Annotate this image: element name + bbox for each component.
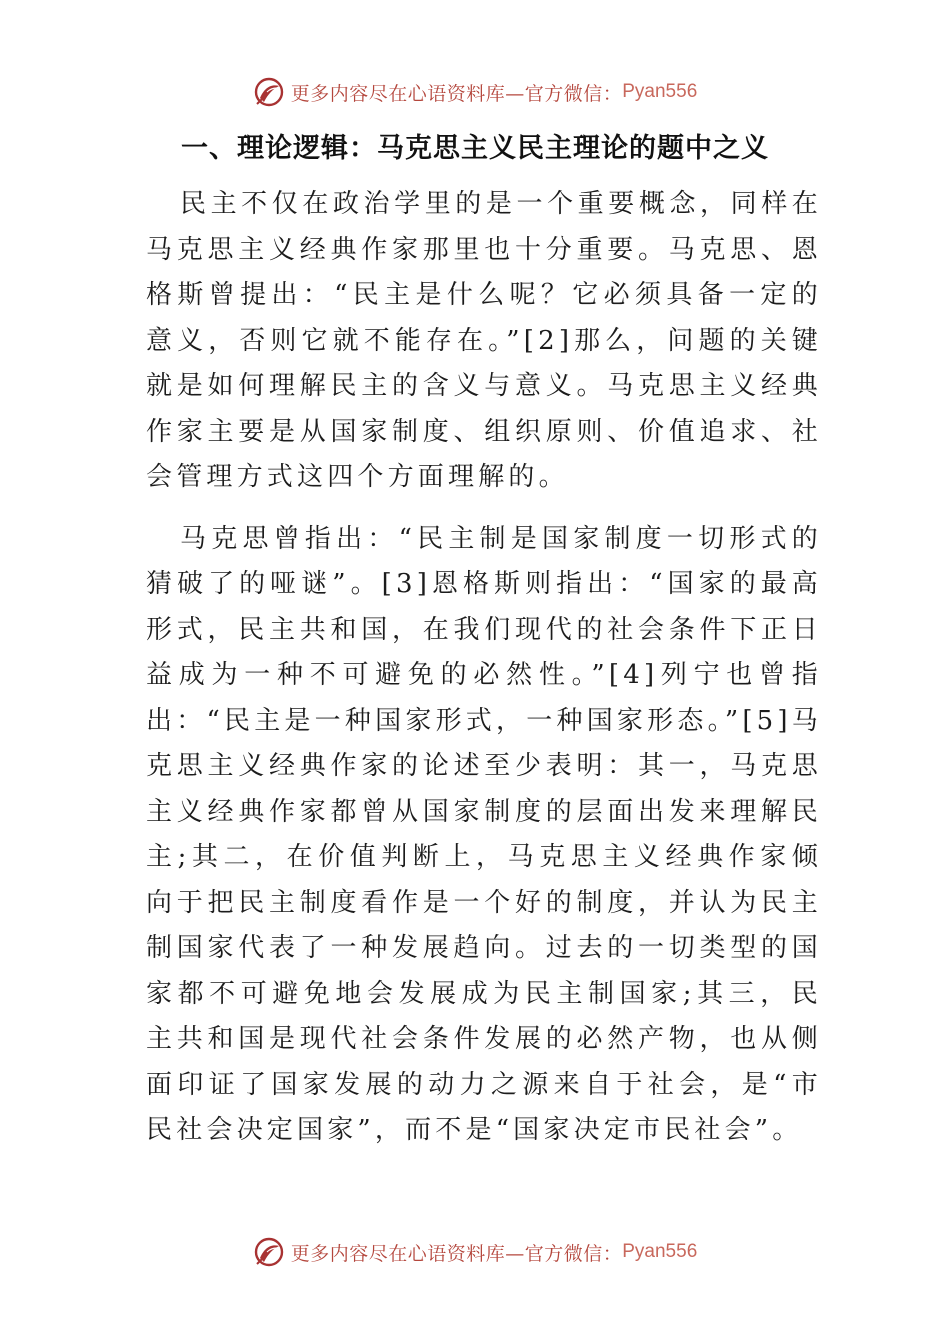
banner-text: 更多内容尽在心语资料库—官方微信： [290,82,623,105]
body-content [146,182,822,1154]
footer-banner [0,1232,950,1272]
section-heading: 一、理论逻辑：马克思主义民主理论的题中之义 [181,133,769,164]
brand-logo-icon [253,76,285,108]
banner-text: 更多内容尽在心语资料库—官方微信： [290,1242,623,1265]
header-banner [0,72,950,112]
banner-contact: Pyan556 [622,81,698,102]
paragraph-1: 民主不仅在政治学里的是一个重要概念，同样在马克思主义经典作家那里也十分重要。马克思、恩格斯曾提出：“民主是什么呢？它必须具备一定的意义，否则它就不能存在。”[2]那么，问题的关键就是如何理解民主的含义与意义。马克思主义经典作家主要是从国家制度、组织原则、价值追求、社会管理方式这四个方面理解的。 [146,189,822,492]
banner-contact: Pyan556 [622,1241,698,1262]
paragraph-2: 马克思曾指出：“民主制是国家制度一切形式的猜破了的哑谜”。[3]恩格斯则指出：“国家的最高形式，民主共和国，在我们现代的社会条件下正日益成为一种不可避免的必然性。”[4]列宁也曾指出：“民主是一种国家形式，一种国家形态。”[5]马克思主义经典作家的论述至少表明：其一，马克思主义经典作家都曾从国家制度的层面出发来理解民主;其二，在价值判断上，马克思主义经典作家倾向于把民主制度看作是一个好的制度，并认为民主制国家代表了一种发展趋向。过去的一切类型的国家都不可避免地会发展成为民主制国家;其三，民主共和国是现代社会条件发展的必然产物，也从侧面印证了国家发展的动力之源来自于社会，是“市民社会决定国家”，而不是“国家决定市民社会”。 [146,523,822,1145]
brand-logo-icon [253,1236,285,1268]
